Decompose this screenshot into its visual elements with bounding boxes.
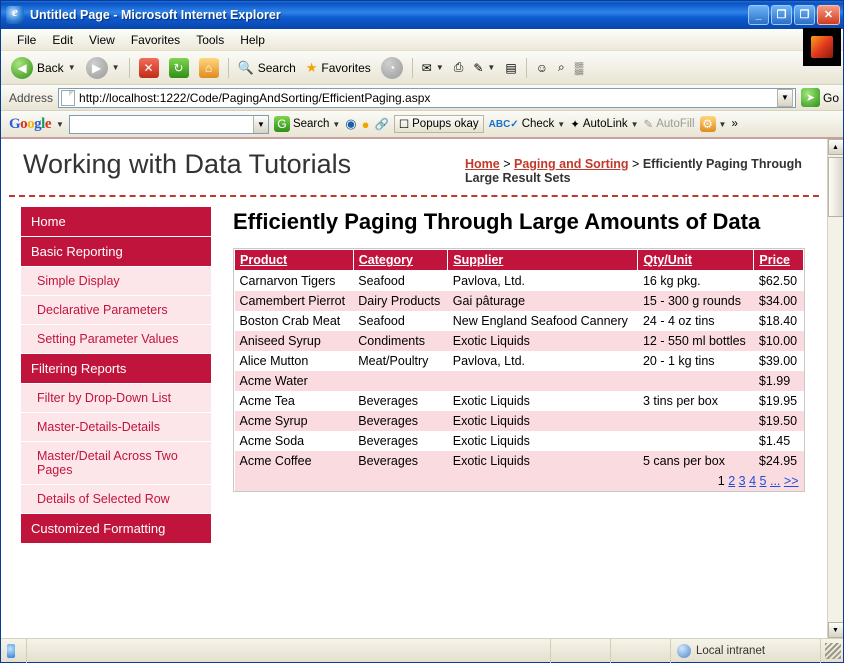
table-row bbox=[235, 271, 804, 292]
chevron-down-icon[interactable]: ▼ bbox=[557, 119, 566, 129]
main-content bbox=[211, 207, 819, 544]
page-title: Working with Data Tutorials bbox=[23, 149, 352, 179]
autofill-button[interactable] bbox=[644, 117, 695, 131]
cell-supplier: New England Seafood Cannery bbox=[448, 311, 638, 331]
cell-price: $10.00 bbox=[754, 331, 804, 351]
cell-category: Beverages bbox=[353, 391, 448, 411]
cell-supplier: Gai pâturage bbox=[448, 291, 638, 311]
address-label: Address bbox=[9, 90, 54, 105]
cell-product: Aniseed Syrup bbox=[235, 331, 354, 351]
pager-page-2[interactable]: 2 bbox=[728, 474, 736, 489]
window-controls bbox=[748, 5, 840, 25]
content-heading: Efficiently Paging Through Large Amounts of Data bbox=[233, 209, 761, 234]
sidebar-item-master-details-details[interactable]: Master-Details-Details bbox=[21, 413, 211, 442]
google-search-input[interactable] bbox=[69, 115, 269, 134]
popup-blocker-button[interactable] bbox=[394, 115, 484, 133]
google-toolbar bbox=[1, 111, 843, 139]
mail-icon: ✉ bbox=[421, 60, 432, 75]
cell-category bbox=[353, 371, 448, 391]
cell-category: Beverages bbox=[353, 431, 448, 451]
search-icon: 🔍 bbox=[237, 59, 254, 75]
research-button[interactable] bbox=[554, 58, 569, 77]
breadcrumb-home-link[interactable]: Home bbox=[465, 157, 500, 171]
web-page bbox=[1, 139, 827, 638]
history-button[interactable] bbox=[377, 55, 407, 81]
cell-price: $1.99 bbox=[754, 371, 804, 391]
cell-qty-unit bbox=[638, 431, 754, 451]
cell-qty-unit: 15 - 300 g rounds bbox=[638, 291, 754, 311]
status-message bbox=[27, 639, 551, 663]
restore-button[interactable]: ❐ bbox=[771, 5, 792, 25]
cell-category: Seafood bbox=[353, 271, 448, 292]
cell-qty-unit: 24 - 4 oz tins bbox=[638, 311, 754, 331]
table-header-row bbox=[235, 250, 804, 271]
table-row bbox=[235, 411, 804, 431]
sidebar-item-declarative-parameters[interactable]: Declarative Parameters bbox=[21, 296, 211, 325]
globe-icon bbox=[677, 644, 691, 658]
cell-price: $19.50 bbox=[754, 411, 804, 431]
address-input[interactable] bbox=[58, 88, 796, 108]
cell-category: Meat/Poultry bbox=[353, 351, 448, 371]
cell-qty-unit: 5 cans per box bbox=[638, 451, 754, 471]
cell-supplier: Exotic Liquids bbox=[448, 391, 638, 411]
vertical-scrollbar[interactable] bbox=[827, 139, 843, 638]
google-link-button[interactable] bbox=[375, 117, 389, 131]
table-row bbox=[235, 351, 804, 371]
page-header bbox=[9, 139, 819, 197]
highlight-icon: ◉ bbox=[345, 116, 357, 131]
pager-ellipsis[interactable]: ... bbox=[769, 474, 781, 489]
menu-item-file[interactable]: File bbox=[17, 32, 37, 47]
sidebar-item-simple-display[interactable]: Simple Display bbox=[21, 267, 211, 296]
print-icon: ⎙ bbox=[453, 60, 464, 74]
link-icon: 🔗 bbox=[374, 119, 389, 131]
cell-qty-unit: 12 - 550 ml bottles bbox=[638, 331, 754, 351]
column-header-supplier[interactable]: Supplier bbox=[448, 250, 638, 271]
cell-price: $39.00 bbox=[754, 351, 804, 371]
pagerank-icon: ● bbox=[361, 116, 370, 132]
cell-supplier: Exotic Liquids bbox=[448, 431, 638, 451]
cell-qty-unit bbox=[638, 371, 754, 391]
edit-icon: ✎ bbox=[473, 60, 484, 75]
internet-explorer-icon bbox=[6, 6, 24, 24]
home-icon: ⌂ bbox=[199, 58, 219, 78]
cell-supplier: Exotic Liquids bbox=[448, 331, 638, 351]
column-header-qty-unit[interactable]: Qty/Unit bbox=[638, 250, 754, 271]
cell-product: Acme Tea bbox=[235, 391, 354, 411]
window-title: Untitled Page - Microsoft Internet Explorer bbox=[30, 8, 281, 22]
search-button-label: Search bbox=[257, 60, 296, 75]
check-label: Check bbox=[521, 118, 555, 130]
more-chevron-icon: » bbox=[731, 118, 738, 130]
cell-qty-unit: 20 - 1 kg tins bbox=[638, 351, 754, 371]
address-bar bbox=[1, 85, 843, 111]
cell-category: Seafood bbox=[353, 311, 448, 331]
column-header-category[interactable]: Category bbox=[353, 250, 448, 271]
cell-qty-unit: 16 kg pkg. bbox=[638, 271, 754, 292]
chevron-down-icon[interactable]: ▼ bbox=[332, 119, 341, 129]
chevron-down-icon[interactable]: ▼ bbox=[67, 63, 76, 72]
status-bar bbox=[1, 638, 843, 662]
scroll-up-button[interactable]: ▲ bbox=[828, 139, 844, 155]
column-header-product[interactable]: Product bbox=[235, 250, 354, 271]
google-more-button[interactable] bbox=[731, 118, 737, 130]
back-arrow-icon: ◀ bbox=[11, 57, 33, 79]
page-status-icon bbox=[7, 644, 15, 658]
scroll-down-button[interactable]: ▼ bbox=[828, 622, 844, 638]
cell-product: Alice Mutton bbox=[235, 351, 354, 371]
pager-cell bbox=[235, 471, 804, 491]
google-pagerank-button[interactable] bbox=[362, 117, 370, 132]
close-button[interactable]: ✕ bbox=[817, 5, 840, 25]
google-logo: Google bbox=[9, 115, 52, 132]
autolink-button[interactable] bbox=[570, 117, 638, 131]
google-highlight-button[interactable] bbox=[345, 116, 356, 132]
refresh-icon: ↻ bbox=[169, 58, 189, 78]
table-row bbox=[235, 311, 804, 331]
pager-row bbox=[235, 471, 804, 491]
popup-label: Popups okay bbox=[412, 118, 479, 130]
back-button-label: Back bbox=[37, 60, 64, 75]
table-row bbox=[235, 431, 804, 451]
research-icon: ⌕ bbox=[557, 60, 565, 74]
cell-qty-unit bbox=[638, 411, 754, 431]
notes-icon: ▤ bbox=[505, 60, 517, 75]
address-url-text: http://localhost:1222/Code/PagingAndSorting/EfficientPaging.aspx bbox=[79, 90, 431, 105]
chevron-down-icon[interactable]: ▼ bbox=[111, 63, 120, 72]
cell-product: Acme Water bbox=[235, 371, 354, 391]
sidebar-item-basic-reporting[interactable]: Basic Reporting bbox=[21, 237, 211, 267]
minimize-button[interactable]: _ bbox=[748, 5, 769, 25]
pager-page-3[interactable]: 3 bbox=[738, 474, 746, 489]
navigation-toolbar bbox=[1, 51, 843, 85]
status-spacer-1 bbox=[551, 639, 611, 663]
table-row bbox=[235, 451, 804, 471]
security-zone-label: Local intranet bbox=[696, 644, 766, 657]
cell-category: Beverages bbox=[353, 451, 448, 471]
print-button[interactable] bbox=[450, 58, 468, 77]
sidebar-item-setting-parameter-values[interactable]: Setting Parameter Values bbox=[21, 325, 211, 354]
messenger-icon: ☺ bbox=[535, 60, 548, 75]
sidebar-item-filter-by-drop-down-list[interactable]: Filter by Drop-Down List bbox=[21, 384, 211, 413]
google-options-button[interactable] bbox=[700, 116, 727, 132]
search-button[interactable] bbox=[234, 58, 300, 78]
cell-price: $62.50 bbox=[754, 271, 804, 292]
scroll-thumb[interactable] bbox=[828, 157, 844, 217]
google-search-icon: G bbox=[274, 116, 290, 132]
chevron-down-icon[interactable]: ▼ bbox=[487, 63, 496, 72]
cell-price: $19.95 bbox=[754, 391, 804, 411]
sidebar-item-master-detail-across-two-pages[interactable]: Master/Detail Across Two Pages bbox=[21, 442, 211, 485]
cell-product: Acme Soda bbox=[235, 431, 354, 451]
stop-icon: ✕ bbox=[139, 58, 159, 78]
sidebar-item-filtering-reports[interactable]: Filtering Reports bbox=[21, 354, 211, 384]
table-row bbox=[235, 391, 804, 411]
maximize-button[interactable]: ❐ bbox=[794, 5, 815, 25]
google-search-dropdown-icon[interactable]: ▼ bbox=[253, 116, 268, 133]
autolink-icon: ✦ bbox=[570, 119, 580, 131]
cell-price: $24.95 bbox=[754, 451, 804, 471]
cell-supplier: Exotic Liquids bbox=[448, 411, 638, 431]
mail-button[interactable] bbox=[418, 59, 448, 77]
page-body bbox=[1, 197, 827, 544]
page-icon bbox=[61, 90, 75, 106]
chevron-down-icon[interactable]: ▼ bbox=[718, 119, 727, 129]
cell-supplier: Pavlova, Ltd. bbox=[448, 351, 638, 371]
chevron-down-icon[interactable]: ▼ bbox=[56, 119, 64, 129]
spell-check-button[interactable] bbox=[489, 118, 566, 130]
menu-item-view[interactable]: View bbox=[89, 32, 115, 47]
cell-price: $34.00 bbox=[754, 291, 804, 311]
cell-category: Dairy Products bbox=[353, 291, 448, 311]
window-resize-grip[interactable] bbox=[825, 643, 841, 659]
edit-button[interactable] bbox=[469, 59, 499, 77]
pager-page-4[interactable]: 4 bbox=[749, 474, 757, 489]
cell-category: Beverages bbox=[353, 411, 448, 431]
popup-icon: ☐ bbox=[398, 119, 410, 131]
sidebar-item-details-of-selected-row[interactable]: Details of Selected Row bbox=[21, 485, 211, 514]
security-zone[interactable] bbox=[671, 639, 821, 663]
favorites-button-label: Favorites bbox=[321, 60, 371, 75]
google-search-label: Search bbox=[292, 118, 330, 130]
history-icon: ◔ bbox=[381, 57, 403, 79]
cell-price: $1.45 bbox=[754, 431, 804, 451]
cell-price: $18.40 bbox=[754, 311, 804, 331]
cell-qty-unit: 3 tins per box bbox=[638, 391, 754, 411]
brand-logo bbox=[803, 28, 841, 66]
products-table bbox=[234, 249, 804, 491]
pager-page-5[interactable]: 5 bbox=[759, 474, 767, 489]
extra-toolbar-button[interactable] bbox=[571, 59, 588, 77]
stop-button[interactable] bbox=[135, 56, 163, 80]
breadcrumb-current: Efficiently Paging Through Large Result Sets bbox=[465, 157, 802, 185]
table-row bbox=[235, 331, 804, 351]
forward-button[interactable] bbox=[82, 55, 124, 81]
chevron-down-icon[interactable]: ▼ bbox=[435, 63, 444, 72]
address-dropdown-icon[interactable]: ▼ bbox=[777, 89, 793, 107]
cell-category: Condiments bbox=[353, 331, 448, 351]
cell-product: Acme Syrup bbox=[235, 411, 354, 431]
breadcrumb bbox=[465, 149, 805, 185]
breadcrumb-separator: > bbox=[499, 157, 514, 171]
discuss-button[interactable] bbox=[501, 59, 520, 77]
menu-item-help[interactable]: Help bbox=[240, 32, 265, 47]
breadcrumb-separator-2: > bbox=[628, 157, 643, 171]
menu-item-edit[interactable]: Edit bbox=[52, 32, 74, 47]
status-spacer-2 bbox=[611, 639, 671, 663]
menu-bar bbox=[1, 29, 843, 51]
page-viewport bbox=[1, 139, 843, 638]
table-row bbox=[235, 371, 804, 391]
table-row bbox=[235, 291, 804, 311]
cell-supplier: Exotic Liquids bbox=[448, 451, 638, 471]
pager-page-1: 1 bbox=[717, 474, 725, 489]
favorites-button[interactable] bbox=[302, 58, 375, 78]
status-icon-cell bbox=[1, 639, 27, 663]
cell-product: Acme Coffee bbox=[235, 451, 354, 471]
autolink-label: AutoLink bbox=[582, 118, 628, 130]
column-header-price[interactable]: Price bbox=[754, 250, 804, 271]
autofill-icon: ✎ bbox=[643, 119, 654, 131]
go-button-label: Go bbox=[822, 90, 839, 105]
cell-supplier bbox=[448, 371, 638, 391]
grid-icon: ▒ bbox=[574, 60, 584, 75]
autofill-label: AutoFill bbox=[656, 118, 695, 130]
sidebar-item-customized-formatting[interactable]: Customized Formatting bbox=[21, 514, 211, 544]
menu-item-favorites[interactable]: Favorites bbox=[130, 32, 181, 47]
products-gridview bbox=[233, 248, 805, 492]
menu-item-tools[interactable]: Tools bbox=[196, 32, 225, 47]
breadcrumb-section-link[interactable]: Paging and Sorting bbox=[513, 157, 629, 171]
go-button[interactable] bbox=[801, 88, 839, 107]
refresh-button[interactable] bbox=[165, 56, 193, 80]
scroll-track[interactable] bbox=[828, 155, 844, 622]
go-arrow-icon: ➤ bbox=[801, 88, 820, 107]
home-button[interactable] bbox=[195, 56, 223, 80]
sidebar bbox=[21, 207, 211, 544]
pager-next-group[interactable]: >> bbox=[783, 474, 799, 489]
google-search-button[interactable] bbox=[274, 116, 340, 132]
cell-product: Boston Crab Meat bbox=[235, 311, 354, 331]
sidebar-item-home[interactable]: Home bbox=[21, 207, 211, 237]
back-button[interactable] bbox=[7, 55, 80, 81]
cell-supplier: Pavlova, Ltd. bbox=[448, 271, 638, 292]
cell-product: Camembert Pierrot bbox=[235, 291, 354, 311]
cell-product: Carnarvon Tigers bbox=[235, 271, 354, 292]
abc-check-icon: ABC✓ bbox=[488, 118, 519, 130]
options-icon: ⚙ bbox=[700, 116, 716, 132]
title-bar bbox=[1, 1, 843, 29]
forward-arrow-icon: ▶ bbox=[86, 57, 108, 79]
star-icon: ★ bbox=[305, 59, 318, 75]
messenger-button[interactable] bbox=[532, 59, 552, 77]
chevron-down-icon[interactable]: ▼ bbox=[630, 119, 639, 129]
